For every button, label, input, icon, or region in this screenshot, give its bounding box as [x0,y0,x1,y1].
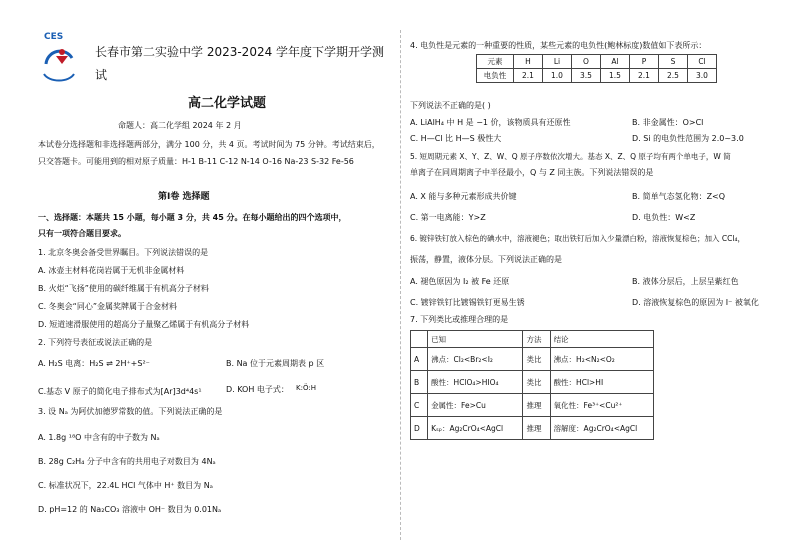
table-cell: 类比 [523,371,550,394]
q2-option-b: B. Na 位于元素周期表 p 区 [226,359,325,368]
q4-option-b: B. 非金属性：O>Cl [632,118,704,127]
q1-option-b: B. 火炬“飞扬”使用的碳纤维属于有机高分子材料 [38,284,209,293]
table-cell: D [411,417,428,440]
table-cell: 沸点：H₂<N₂<O₂ [550,348,653,371]
q3-option-d: D. pH=12 的 Na₂CO₃ 溶液中 OH⁻ 数目为 0.01Nₐ [38,505,222,514]
q3-option-c: C. 标准状况下，22.4L HCl 气体中 H⁺ 数目为 Nₐ [38,481,213,490]
q6-stem-2: 振荡，静置，液体分层。下列说法正确的是 [410,255,562,264]
q1-option-a: A. 冰壶主材料花岗岩属于无机非金属材料 [38,266,185,275]
q5-stem-1: 5. 短周期元素 X、Y、Z、W、Q 原子序数依次增大。基态 X、Z、Q 原子均有两个单电子，W 简 [410,152,731,161]
table-cell: Al [601,55,630,69]
table-cell: B [411,371,428,394]
author-line: 命题人：高二化学组 2024 年 2 月 [118,121,242,130]
q1-stem: 1. 北京冬奥会备受世界瞩目。下列说法错误的是 [38,248,209,257]
q6-option-b: B. 液体分层后，上层呈紫红色 [632,277,739,286]
table-cell: H [514,55,543,69]
school-logo-icon [38,44,80,86]
school-title-cont: 试 [95,68,108,82]
table-cell: C [411,394,428,417]
q2-option-d: D. KOH 电子式： [226,385,289,394]
exam-title: 高二化学试题 [188,96,267,111]
table-cell: Cl [688,55,717,69]
q7-stem: 7. 下列类比或推理合理的是 [410,315,509,324]
left-column [38,0,390,560]
right-column [410,0,770,560]
q2-stem: 2. 下列符号表征或说法正确的是 [38,338,153,347]
table-cell [411,331,428,348]
table-cell: Li [543,55,572,69]
q3-option-b: B. 28g C₂H₄ 分子中含有的共用电子对数目为 4Nₐ [38,457,216,466]
table-cell: 酸性：HCl>HI [550,371,653,394]
electronegativity-table [476,54,717,83]
q1-option-c: C. 冬奥会“同心”金属奖牌属于合金材料 [38,302,177,311]
table-cell: 推理 [523,394,550,417]
table-cell: A [411,348,428,371]
q1-option-d: D. 短道速滑服使用的超高分子量聚乙烯属于有机高分子材料 [38,320,250,329]
table-cell: S [659,55,688,69]
q6-option-c: C. 镀锌铁钉比镀锡铁钉更易生锈 [410,298,525,307]
table-row [411,394,654,417]
q4-option-d: D. Si 的电负性范围为 2.0~3.0 [632,134,744,143]
reasoning-table [410,330,654,440]
table-row [477,69,717,83]
q5-option-c: C. 第一电离能：Y>Z [410,213,486,222]
section-instruction-2: 只有一项符合题目要求。 [38,229,126,238]
table-cell: 沸点：Cl₂<Br₂<I₂ [428,348,523,371]
table-cell: 2.1 [514,69,543,83]
q6-option-d: D. 溶液恢复棕色的原因为 I⁻ 被氧化 [632,298,759,307]
table-row [411,348,654,371]
school-title: 长春市第二实验中学 2023-2024 学年度下学期开学测 [95,45,385,59]
q5-option-b: B. 简单气态氢化物：Z<Q [632,192,726,201]
table-cell: 溶解度：Ag₂CrO₄<AgCl [550,417,653,440]
table-cell: O [572,55,601,69]
section-instruction-1: 一、选择题：本题共 15 小题，每小题 3 分，共 45 分。在每小题给出的四个选项中， [38,213,347,222]
intro-line-1: 本试卷分选择题和非选择题两部分，满分 100 分，共 4 页。考试时间为 75 分钟。考试结束后， [38,140,380,149]
q2-option-c: C.基态 V 原子的简化电子排布式为[Ar]3d⁴4s¹ [38,387,202,396]
table-cell: 3.5 [572,69,601,83]
table-cell: 2.1 [630,69,659,83]
table-cell: 电负性 [477,69,514,83]
table-cell: 1.5 [601,69,630,83]
q2-option-a: A. H₂S 电离：H₂S ⇌ 2H⁺+S²⁻ [38,359,150,368]
table-cell: 推理 [523,417,550,440]
table-cell: 3.0 [688,69,717,83]
table-header-row [477,55,717,69]
logo-text: CES [44,32,64,42]
q4-option-a: A. LiAlH₄ 中 H 是 −1 价，该物质具有还原性 [410,118,571,127]
table-row [411,371,654,394]
intro-line-2: 只交答题卡。可能用到的相对原子质量：H-1 B-11 C-12 N-14 O-16 Na-23 S-32 Fe-56 [38,157,354,166]
table-cell: 1.0 [543,69,572,83]
q4-stem: 4. 电负性是元素的一种重要的性质，某些元素的电负性(鲍林标度)数值如下表所示： [410,41,707,50]
table-cell: 已知 [428,331,523,348]
table-cell: 方法 [523,331,550,348]
table-cell: P [630,55,659,69]
table-cell: Kₛₚ：Ag₂CrO₄<AgCl [428,417,523,440]
table-row [411,417,654,440]
q5-stem-2: 单离子在同周期离子中半径最小，Q 与 Z 同主族。下列说法错误的是 [410,168,654,177]
column-divider [400,30,401,540]
table-header-row [411,331,654,348]
q3-option-a: A. 1.8g ¹⁸O 中含有的中子数为 Nₐ [38,433,160,442]
koh-electron-formula: K:Ö:H [296,384,316,392]
q3-stem: 3. 设 Nₐ 为阿伏加德罗常数的值。下列说法正确的是 [38,407,223,416]
q4-option-c: C. H—Cl 比 H—S 极性大 [410,134,502,143]
table-cell: 类比 [523,348,550,371]
q4-prompt: 下列说法不正确的是( ) [410,101,491,110]
table-cell: 酸性：HClO₄>HIO₄ [428,371,523,394]
q5-option-d: D. 电负性：W<Z [632,213,696,222]
q6-option-a: A. 褪色原因为 I₂ 被 Fe 还原 [410,277,510,286]
section-title: 第Ⅰ卷 选择题 [158,192,210,202]
table-cell: 元素 [477,55,514,69]
table-cell: 氧化性：Fe³⁺<Cu²⁺ [550,394,653,417]
table-cell: 金属性：Fe>Cu [428,394,523,417]
q6-stem-1: 6. 镀锌铁钉放入棕色的碘水中，溶液褪色；取出铁钉后加入少量漂白粉，溶液恢复棕色；加入 CCl₄， [410,234,745,243]
table-cell: 2.5 [659,69,688,83]
q5-option-a: A. X 能与多种元素形成共价键 [410,192,517,201]
table-cell: 结论 [550,331,653,348]
